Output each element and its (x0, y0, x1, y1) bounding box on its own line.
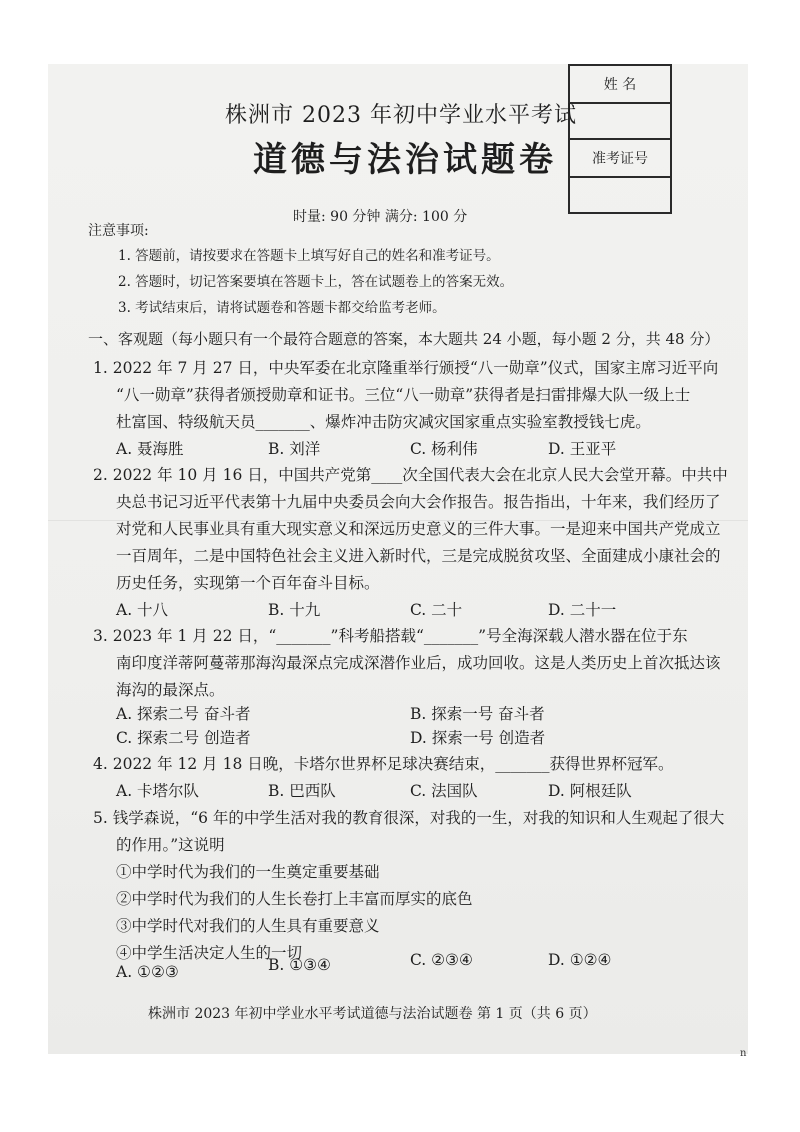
exam-title: 株洲市 2023 年初中学业水平考试 (225, 103, 577, 128)
question-5-statement: ③中学时代对我们的人生具有重要意义 (116, 917, 380, 935)
question-4-line: 4. 2022 年 12 月 18 日晚，卡塔尔世界杯足球决赛结束，_______获得世界杯冠军。 (93, 755, 674, 773)
question-3-line: 3. 2023 年 1 月 22 日，“_______”科考船搭载“_______”号全海深载人潜水器在位于东 (93, 627, 688, 645)
question-3-line: 南印度洋蒂阿蔓蒂那海沟最深点完成深潜作业后，成功回收。这是人类历史上首次抵达该 (116, 654, 721, 672)
option-b: B. 探索一号 奋斗者 (410, 705, 545, 723)
exam-id-blank-cell (570, 176, 670, 212)
option-a: A. 十八 (116, 601, 169, 619)
question-2-line: 一百周年，二是中国特色社会主义进入新时代，三是完成脱贫攻坚、全面建成小康社会的 (116, 547, 721, 565)
option-a: A. 聂海胜 (116, 440, 184, 458)
question-5-statement: ④中学生活决定人生的一切 (116, 944, 303, 962)
option-c: C. 杨利伟 (410, 440, 478, 458)
question-2-line: 央总书记习近平代表第十九届中央委员会向大会作报告。报告指出，十年来，我们经历了 (116, 493, 721, 511)
option-a: A. ①②③ (116, 963, 179, 981)
option-c: C. 二十 (410, 601, 463, 619)
name-blank-cell (570, 102, 670, 138)
option-b: B. ①③④ (268, 956, 331, 974)
question-5-line: 的作用。”这说明 (116, 836, 225, 854)
option-b: B. 巴西队 (268, 782, 336, 800)
page-footer: 株洲市 2023 年初中学业水平考试道德与法治试题卷 第 1 页（共 6 页） (148, 1006, 597, 1022)
stray-mark: n (740, 1048, 747, 1059)
option-d: D. 二十一 (548, 601, 617, 619)
option-d: D. 探索一号 创造者 (410, 729, 546, 747)
question-5-statement: ①中学时代为我们的一生奠定重要基础 (116, 863, 380, 881)
question-2-line: 2. 2022 年 10 月 16 日，中国共产党第____次全国代表大会在北京人民大会堂开幕。中共中 (93, 466, 728, 484)
option-d: D. ①②④ (548, 951, 612, 969)
section-heading: 一、客观题（每小题只有一个最符合题意的答案，本大题共 24 小题，每小题 2 分，共 48 分） (88, 330, 720, 348)
option-c: C. 探索二号 创造者 (116, 729, 251, 747)
notice-item: 2. 答题时，切记答案要填在答题卡上，答在试题卷上的答案无效。 (118, 274, 514, 290)
notice-item: 1. 答题前，请按要求在答题卡上填写好自己的姓名和准考证号。 (118, 248, 500, 264)
option-d: D. 阿根廷队 (548, 782, 632, 800)
option-c: C. ②③④ (410, 951, 473, 969)
question-3-line: 海沟的最深点。 (116, 681, 225, 699)
subject-title: 道德与法治试题卷 (253, 140, 557, 180)
question-5-line: 5. 钱学森说，“6 年的中学生活对我的教育很深，对我的一生，对我的知识和人生观起了很大 (93, 809, 725, 827)
question-2-line: 对党和人民事业具有重大现实意义和深远历史意义的三件大事。一是迎来中国共产党成立 (116, 520, 721, 538)
name-label-cell: 姓 名 (570, 64, 670, 102)
option-b: B. 十九 (268, 601, 321, 619)
option-a: A. 卡塔尔队 (116, 782, 200, 800)
question-1-line: 杜富国、特级航天员_______、爆炸冲击防灾减灾国家重点实验室教授钱七虎。 (116, 413, 651, 431)
exam-id-label-cell: 准考证号 (570, 138, 670, 176)
notice-item: 3. 考试结束后，请将试题卷和答题卡都交给监考老师。 (118, 300, 446, 316)
question-1-line: “八一勋章”获得者颁授勋章和证书。三位“八一勋章”获得者是扫雷排爆大队一级上士 (116, 386, 691, 404)
question-1-line: 1. 2022 年 7 月 27 日，中央军委在北京隆重举行颁授“八一勋章”仪式，国家主席习近平向 (93, 359, 719, 377)
option-d: D. 王亚平 (548, 440, 617, 458)
student-id-box (568, 64, 672, 214)
question-5-statement: ②中学时代为我们的人生长卷打上丰富而厚实的底色 (116, 890, 473, 908)
notice-title: 注意事项: (88, 223, 149, 239)
option-c: C. 法国队 (410, 782, 478, 800)
option-b: B. 刘洋 (268, 440, 321, 458)
time-and-score: 时量: 90 分钟 满分: 100 分 (293, 209, 468, 225)
question-2-line: 历史任务，实现第一个百年奋斗目标。 (116, 574, 380, 592)
option-a: A. 探索二号 奋斗者 (116, 705, 251, 723)
